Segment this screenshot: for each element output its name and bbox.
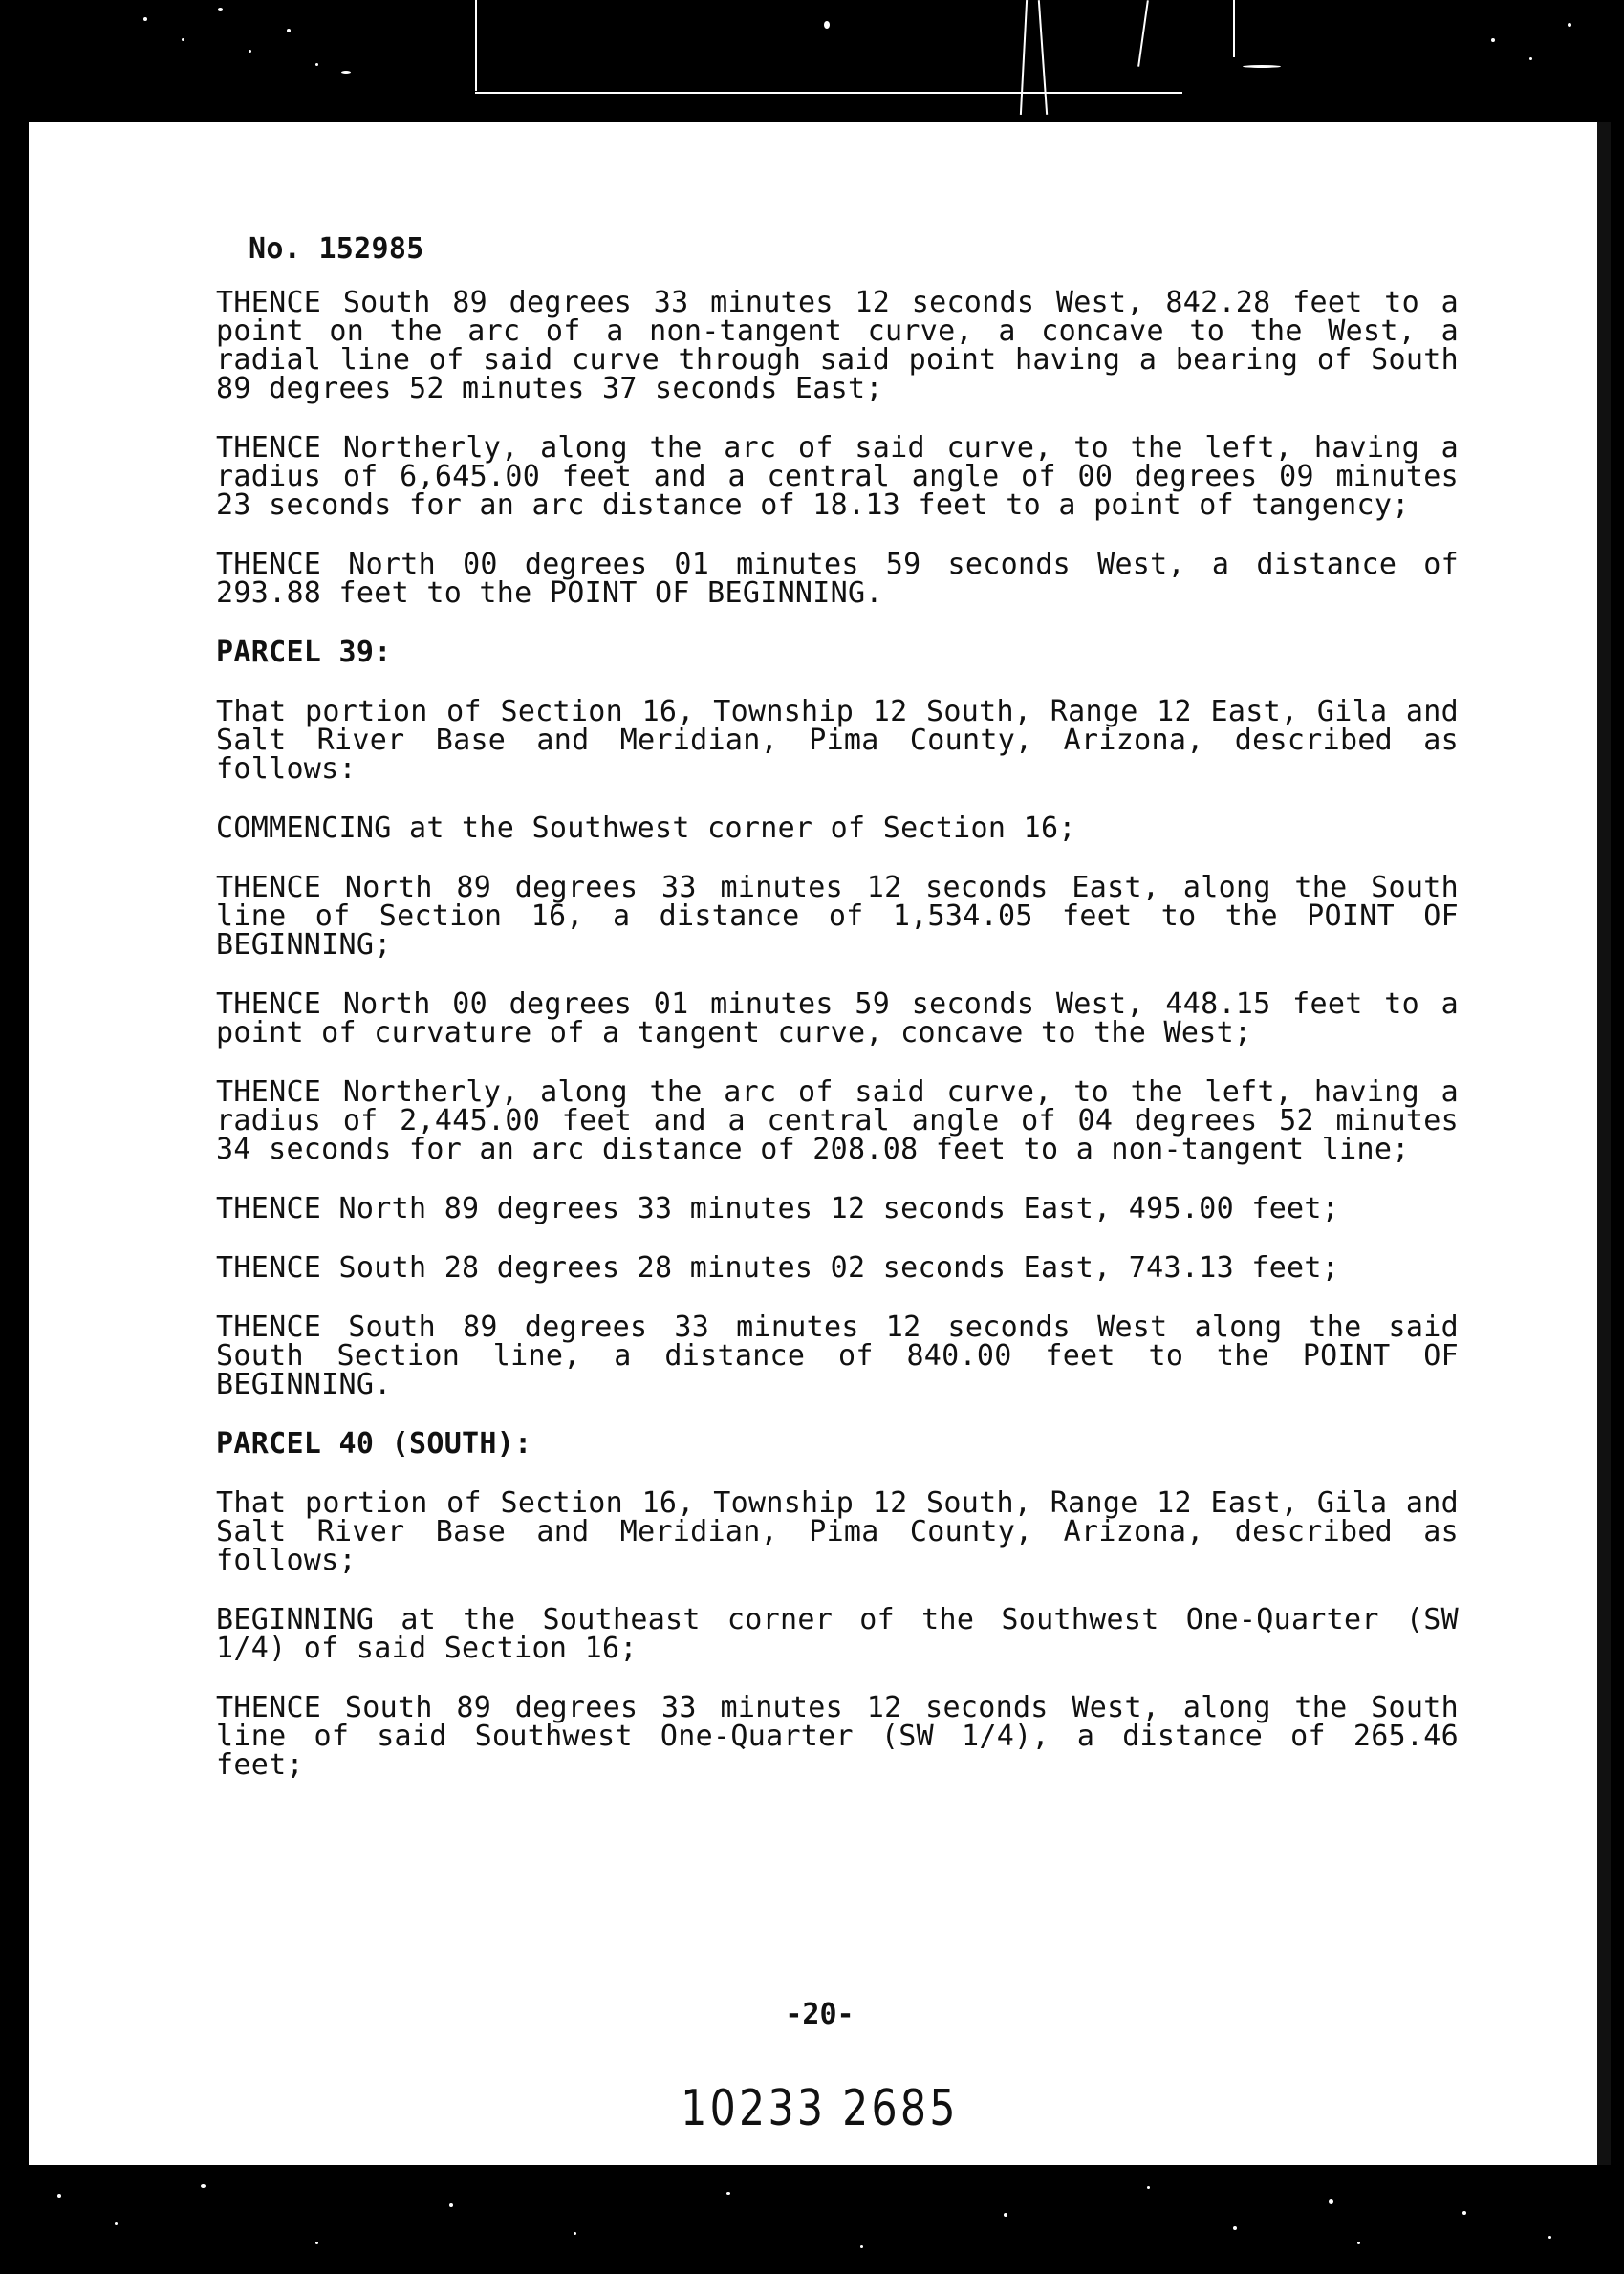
scan-noise: [143, 17, 147, 21]
scan-noise: [249, 50, 251, 53]
scan-noise: [218, 8, 223, 11]
document-body: [216, 232, 1459, 1810]
scan-noise: [1147, 2186, 1150, 2189]
scan-noise: [1004, 2213, 1007, 2217]
scan-scratch: [1137, 0, 1149, 67]
scan-noise: [726, 2192, 730, 2195]
paragraph: THENCE South 89 degrees 33 minutes 12 seconds West along the said South Section line, a distance of 840.00 feet to the POINT OF BEGINNING.: [216, 1310, 1459, 1401]
scan-noise: [1548, 2236, 1551, 2239]
paragraph: THENCE North 00 degrees 01 minutes 59 seconds West, a distance of 293.88 feet to the POINT OF BEGINNING.: [216, 548, 1459, 610]
scan-border-bottom: [0, 2165, 1624, 2274]
scan-border-top: [0, 0, 1624, 124]
paragraph: THENCE North 00 degrees 01 minutes 59 seconds West, 448.15 feet to a point of curvature of a tangent curve, concave to the West;: [216, 987, 1459, 1050]
paragraph: THENCE North 89 degrees 33 minutes 12 seconds East, along the South line of Section 16, a distance of 1,534.05 feet to the POINT OF BEGINNING;: [216, 871, 1459, 962]
paragraph: THENCE Northerly, along the arc of said curve, to the left, having a radius of 6,645.00 feet and a central angle of 00 degrees 09 minutes 23 seconds for an arc distance of 18.13 feet to a point of tangency;: [216, 431, 1459, 522]
paragraph: THENCE South 89 degrees 33 minutes 12 seconds West, along the South line of said Southwest One-Quarter (SW 1/4), a distance of 265.46 feet;: [216, 1691, 1459, 1782]
page-right-edge: [1597, 122, 1611, 2165]
scan-noise: [182, 38, 184, 41]
paragraph: THENCE Northerly, along the arc of said curve, to the left, having a radius of 2,445.00 feet and a central angle of 04 degrees 52 minutes 34 seconds for an arc distance of 208.08 feet to a non-tangent line;: [216, 1075, 1459, 1166]
scan-scratch: [1038, 0, 1048, 115]
scan-scratch: [475, 0, 477, 91]
scan-noise: [287, 29, 291, 32]
recording-stamp-number: 10233 2685: [681, 2080, 959, 2137]
scan-noise: [1491, 38, 1495, 42]
scan-noise: [341, 71, 351, 74]
document-number: No. 152985: [249, 232, 424, 266]
paragraph: COMMENCING at the Southwest corner of Section 16;: [216, 812, 1076, 845]
scan-scratch: [475, 92, 1182, 94]
scan-noise: [1329, 2199, 1333, 2204]
paragraph: That portion of Section 16, Township 12 South, Range 12 East, Gila and Salt River Base and Meridian, Pima County, Arizona, described as follows:: [216, 695, 1459, 786]
parcel-40-heading: PARCEL 40 (SOUTH):: [216, 1427, 532, 1461]
document-page: [29, 122, 1611, 2165]
scan-noise: [1233, 2226, 1237, 2230]
scan-noise: [1357, 2242, 1360, 2244]
scan-noise: [315, 63, 318, 66]
scan-scratch: [1233, 0, 1235, 57]
scan-noise: [449, 2203, 453, 2207]
scan-noise: [201, 2184, 206, 2188]
scan-noise: [115, 2222, 118, 2225]
scan-noise: [315, 2242, 318, 2244]
scan-noise: [1243, 65, 1281, 68]
scan-noise: [1529, 57, 1532, 60]
scan-noise: [574, 2232, 576, 2235]
scan-noise: [1462, 2211, 1466, 2215]
paragraph: THENCE South 89 degrees 33 minutes 12 seconds West, 842.28 feet to a point on the arc of a non-tangent curve, a concave to the West, a radial line of said curve through said point having a bearing of South 89 degrees 52 minutes 37 seconds East;: [216, 286, 1459, 405]
scan-noise: [57, 2194, 61, 2198]
scan-noise: [824, 21, 830, 29]
paragraph: BEGINNING at the Southeast corner of the Southwest One-Quarter (SW 1/4) of said Section 16;: [216, 1603, 1459, 1665]
paragraph: THENCE North 89 degrees 33 minutes 12 seconds East, 495.00 feet;: [216, 1192, 1340, 1225]
parcel-39-heading: PARCEL 39:: [216, 636, 392, 669]
paragraph: THENCE South 28 degrees 28 minutes 02 seconds East, 743.13 feet;: [216, 1251, 1340, 1285]
scan-scratch: [1020, 0, 1028, 115]
scan-noise: [860, 2245, 863, 2248]
paragraph: That portion of Section 16, Township 12 South, Range 12 East, Gila and Salt River Base and Meridian, Pima County, Arizona, described as follows;: [216, 1486, 1459, 1577]
scan-noise: [1568, 23, 1571, 27]
page-number: -20-: [785, 1998, 855, 2031]
